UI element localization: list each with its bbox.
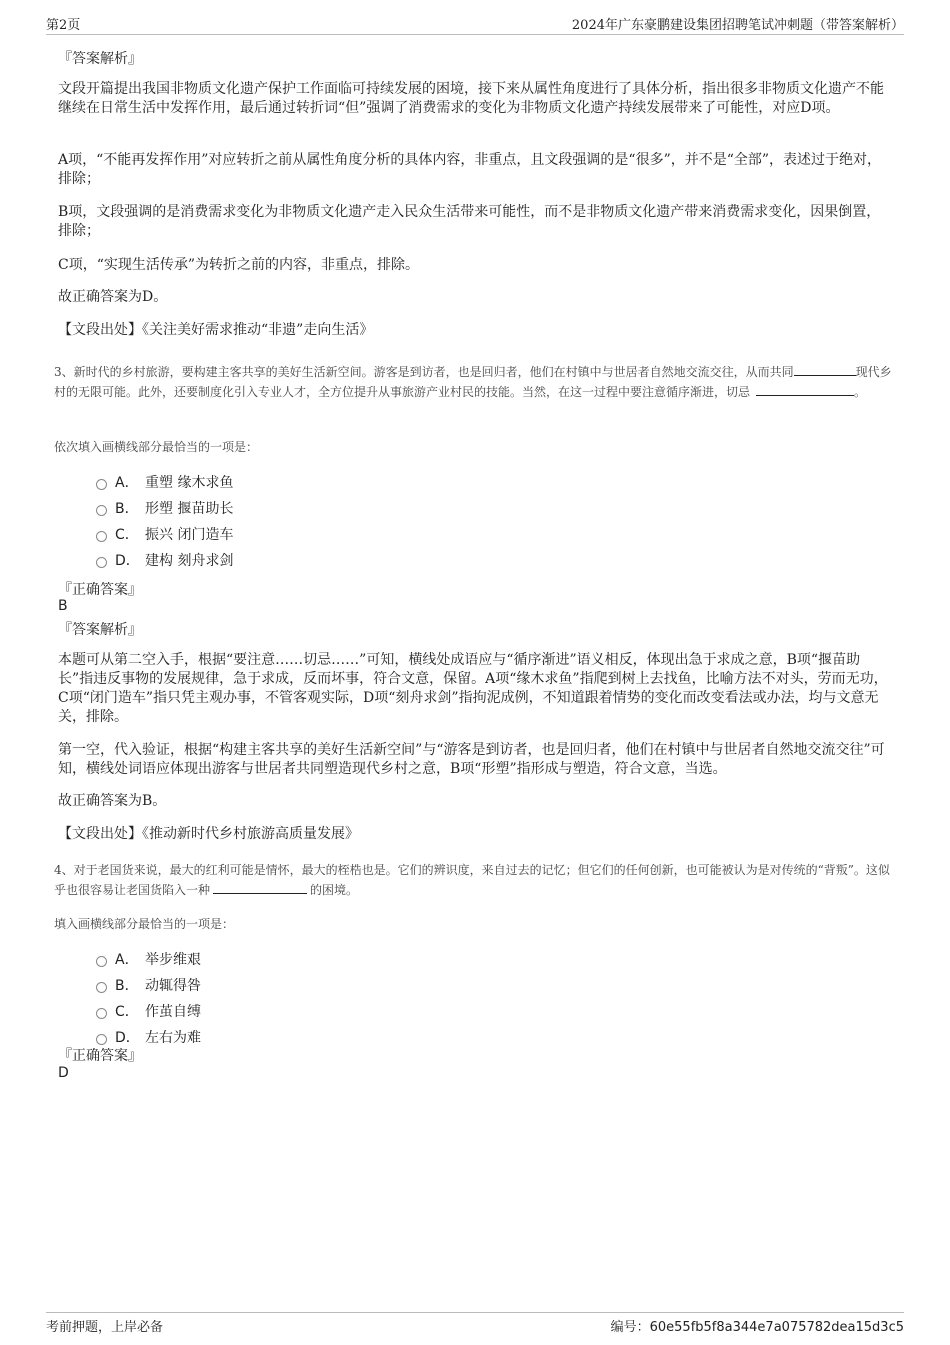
document-title: 2024年广东豪鹏建设集团招聘笔试冲刺题（带答案解析）: [571, 18, 904, 33]
q3-analysis-p2: 第一空，代入验证，根据“构建主客共享的美好生活新空间”与“游客是到访者，也是回归者，他们在村镇中与世居者自然地交流交往”可知，横线处词语应体现出游客与世居者共同塑造现代乡村之意，B项“形塑”指形成与塑造，符合文意，当选。: [58, 742, 885, 777]
page-footer: [46, 1312, 904, 1336]
footer-code: [611, 1316, 904, 1335]
page-number: 第2页: [46, 18, 81, 33]
q4-stem: [54, 860, 892, 900]
radio-icon[interactable]: [96, 1008, 107, 1019]
q3-blank-1: [794, 362, 856, 376]
footer-slogan: 考前押题，上岸必备: [46, 1320, 164, 1335]
radio-icon[interactable]: [96, 479, 107, 490]
q3-option-b[interactable]: B． 形塑 揠苗助长: [96, 498, 233, 518]
q2-analysis-p2: A项，“不能再发挥作用”对应转折之前从属性角度分析的具体内容，非重点，且文段强调的是“很多”，并不是“全部”，表述过于绝对，排除；: [58, 152, 882, 187]
radio-icon[interactable]: [96, 1034, 107, 1045]
q4-answer: D: [58, 1065, 69, 1081]
q2-analysis-p3: B项，文段强调的是消费需求变化为非物质文化遗产走入民众生活带来可能性，而不是非物质文化遗产带来消费需求变化，因果倒置，排除；: [58, 204, 881, 239]
q3-blank-2: [756, 382, 854, 396]
q4-stem-part2: 的困境。: [310, 883, 359, 897]
q3-option-d[interactable]: D． 建构 刻舟求剑: [96, 550, 233, 570]
q3-conclusion: 故正确答案为B。: [58, 793, 167, 809]
q4-option-a[interactable]: A． 举步维艰: [96, 949, 201, 969]
radio-icon[interactable]: [96, 557, 107, 568]
q3-option-a[interactable]: A． 重塑 缘木求鱼: [96, 472, 233, 492]
q3-analysis-p1: 本题可从第二空入手，根据“要注意……切忌……”可知，横线处成语应与“循序渐进”语义相反，体现出急于求成之意，B项“揠苗助长”指违反事物的发展规律，急于求成，反而坏事，符合文意，保留。A项“缘木求鱼”指爬到树上去找鱼，比喻方法不对头，劳而无功，C项“闭门造车”指只凭主观办事，不管客观实际，D项“刻舟求剑”指拘泥成例，不知道跟着情势的变化而改变看法或办法，均与文意无关，排除。: [58, 652, 888, 725]
q3-stem-part1: 3、新时代的乡村旅游，要构建主客共享的美好生活新空间。游客是到访者，也是回归者，他们在村镇中与世居者自然地交流交往，从而共同: [54, 365, 794, 379]
q4-answer-label: 『正确答案』: [58, 1048, 142, 1064]
q3-prompt: 依次填入画横线部分最恰当的一项是：: [54, 440, 259, 454]
radio-icon[interactable]: [96, 505, 107, 516]
q3-option-c[interactable]: C． 振兴 闭门造车: [96, 524, 233, 544]
q4-option-b[interactable]: B． 动辄得咎: [96, 975, 201, 995]
q3-stem-part3: 。: [854, 385, 867, 399]
radio-icon[interactable]: [96, 982, 107, 993]
q3-analysis-label: 『答案解析』: [58, 622, 142, 638]
q3-answer-label: 『正确答案』: [58, 582, 142, 598]
radio-icon[interactable]: [96, 531, 107, 542]
footer-code-label: 编号：: [610, 1320, 650, 1335]
q3-stem: [54, 362, 892, 402]
q3-stem-part2: 现代乡村的无限可能。此外，还要制度化引入专业人才，全方位提升从事旅游产业村民的技能。当然，在这一过程中要注意循序渐进，切忌: [54, 365, 892, 399]
q2-analysis-p4: C项，“实现生活传承”为转折之前的内容，非重点，排除。: [58, 257, 420, 273]
q4-option-c[interactable]: C． 作茧自缚: [96, 1001, 201, 1021]
footer-code-value: 60e55fb5f8a344e7a075782dea15d3c5: [649, 1320, 904, 1335]
q4-option-d[interactable]: D． 左右为难: [96, 1027, 201, 1047]
q2-source: 【文段出处】《关注美好需求推动“非遗”走向生活》: [58, 322, 374, 338]
q4-prompt: 填入画横线部分最恰当的一项是：: [54, 917, 235, 931]
q2-analysis-label: 『答案解析』: [58, 51, 142, 67]
q2-conclusion: 故正确答案为D。: [58, 289, 168, 305]
page-header: [46, 14, 904, 35]
q2-analysis-p1: 文段开篇提出我国非物质文化遗产保护工作面临可持续发展的困境，接下来从属性角度进行了具体分析，指出很多非物质文化遗产不能继续在日常生活中发挥作用，最后通过转折词“但”强调了消费需求的变化为非物质文化遗产持续发展带来了可能性，对应D项。: [58, 81, 884, 116]
q4-blank: [213, 880, 307, 894]
q3-source: 【文段出处】《推动新时代乡村旅游高质量发展》: [58, 826, 359, 842]
q3-answer: B: [58, 598, 68, 614]
radio-icon[interactable]: [96, 956, 107, 967]
q4-stem-part1: 4、对于老国货来说，最大的红利可能是情怀，最大的桎梏也是。它们的辨识度，来自过去的记忆；但它们的任何创新，也可能被认为是对传统的“背叛”。这似乎也很容易让老国货陷入一种: [54, 863, 890, 897]
